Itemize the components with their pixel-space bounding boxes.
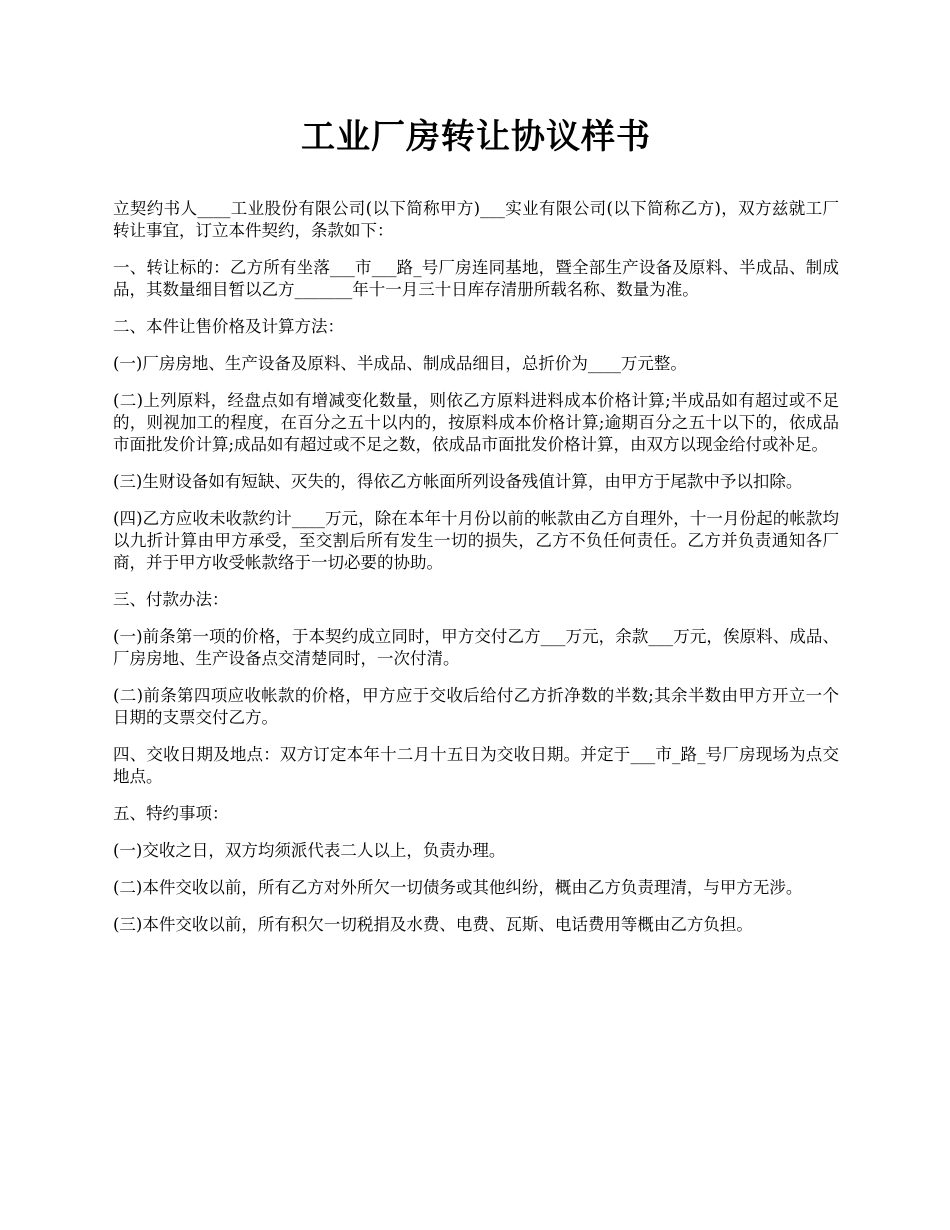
clause-2-item-1: (一)厂房房地、生产设备及原料、半成品、制成品细目，总折价为____万元整。 (113, 354, 687, 373)
clause-3-item-1: (一)前条第一项的价格，于本契约成立同时，甲方交付乙方___万元，余款___万元，俟原料、成品、厂房房地、生产设备点交清楚同时，一次付清。 (113, 627, 839, 668)
preamble-paragraph: 立契约书人____工业股份有限公司(以下简称甲方)___实业有限公司(以下简称乙方)，双方兹就工厂转让事宜，订立本件契约，条款如下： (113, 199, 839, 240)
clause-5-heading: 五、特约事项： (113, 804, 229, 823)
clause-1-subject: 一、转让标的：乙方所有坐落___市___路_号厂房连同基地，暨全部生产设备及原料、半成品、制成品，其数量细目暂以乙方_______年十一月三十日库存清册所载名称、数量为准。 (113, 258, 839, 299)
document-body (113, 198, 839, 936)
document-page (113, 112, 839, 951)
document-title: 工业厂房转让协议样书 (301, 117, 651, 157)
clause-2-item-3: (三)生财设备如有短缺、灭失的，得依乙方帐面所列设备残值计算，由甲方于尾款中予以扣除。 (113, 472, 803, 491)
clause-2-heading: 二、本件让售价格及计算方法： (113, 317, 344, 336)
clause-5-item-1: (一)交收之日，双方均须派代表二人以上，负责办理。 (113, 841, 506, 860)
clause-2-item-4: (四)乙方应收未收款约计____万元，除在本年十月份以前的帐款由乙方自理外，十一月份起的帐款均以九折计算由甲方承受，至交割后所有发生一切的损失，乙方不负任何责任。乙方并负责通知各厂商，并于甲方收受帐款络于一切必要的协助。 (113, 509, 839, 572)
clause-5-item-2: (二)本件交收以前，所有乙方对外所欠一切债务或其他纠纷，概由乙方负责理清，与甲方无涉。 (113, 878, 803, 897)
clause-3-item-2: (二)前条第四项应收帐款的价格，甲方应于交收后给付乙方折净数的半数;其余半数由甲方开立一个日期的支票交付乙方。 (113, 686, 839, 727)
clause-4-delivery: 四、交收日期及地点：双方订定本年十二月十五日为交收日期。并定于___市_路_号厂房现场为点交地点。 (113, 745, 839, 786)
clause-2-item-2: (二)上列原料，经盘点如有增减变化数量，则依乙方原料进料成本价格计算;半成品如有超过或不足的，则视加工的程度，在百分之五十以内的，按原料成本价格计算;逾期百分之五十以下的，依成品市面批发价计算;成品如有超过或不足之数，依成品市面批发价格计算，由双方以现金给付或补足。 (113, 391, 839, 454)
clause-3-heading: 三、付款办法： (113, 590, 229, 609)
clause-5-item-3: (三)本件交收以前，所有积欠一切税捐及水费、电费、瓦斯、电话费用等概由乙方负担。 (113, 915, 753, 934)
